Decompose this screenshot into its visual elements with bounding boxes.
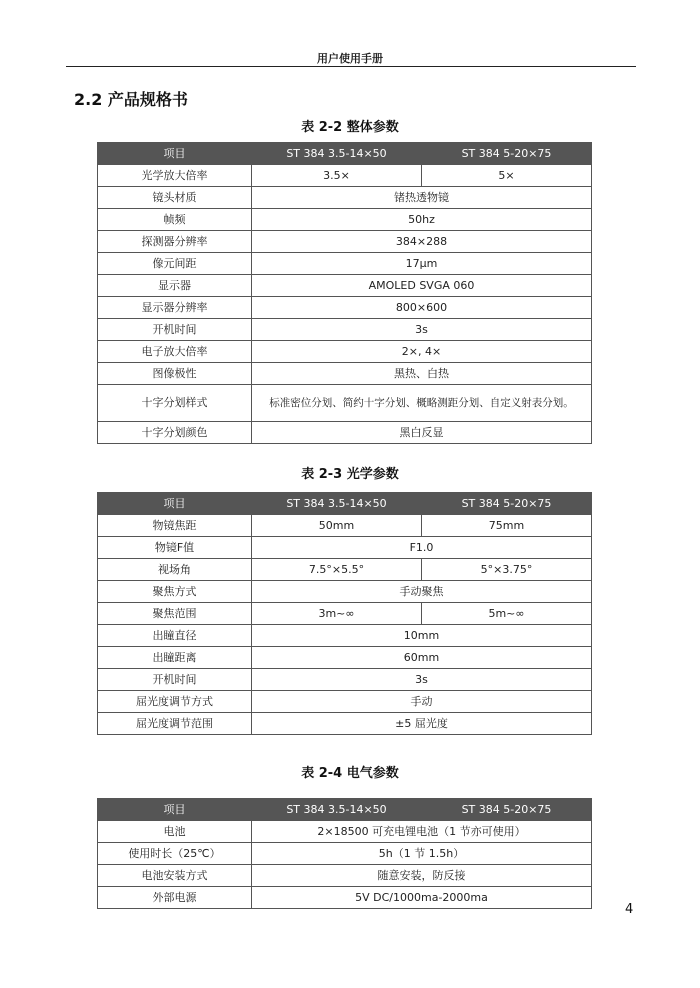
row-label: 开机时间 bbox=[98, 669, 252, 691]
table-2-3-caption: 表 2-3 光学参数 bbox=[301, 467, 399, 482]
row-value: 17μm bbox=[252, 253, 592, 275]
row-value: 3s bbox=[252, 319, 592, 341]
table-row bbox=[98, 319, 592, 341]
row-value: 10mm bbox=[252, 625, 592, 647]
row-label: 物镜焦距 bbox=[98, 515, 252, 537]
header-cell: ST 384 5-20×75 bbox=[422, 799, 592, 821]
row-value: ±5 屈光度 bbox=[252, 713, 592, 735]
row-label: 屈光度调节范围 bbox=[98, 713, 252, 735]
table-row bbox=[98, 537, 592, 559]
header-cell: ST 384 3.5-14×50 bbox=[252, 799, 422, 821]
table-row bbox=[98, 669, 592, 691]
row-label: 图像极性 bbox=[98, 363, 252, 385]
section-title: 2.2 产品规格书 bbox=[74, 90, 188, 109]
row-label: 探测器分辨率 bbox=[98, 231, 252, 253]
row-label: 显示器 bbox=[98, 275, 252, 297]
row-label: 聚焦范围 bbox=[98, 603, 252, 625]
row-value: 5h（1 节 1.5h） bbox=[252, 843, 592, 865]
table-row bbox=[98, 165, 592, 187]
row-value: 3s bbox=[252, 669, 592, 691]
row-value: AMOLED SVGA 060 bbox=[252, 275, 592, 297]
row-value: 50hz bbox=[252, 209, 592, 231]
table-row bbox=[98, 209, 592, 231]
header-cell: ST 384 3.5-14×50 bbox=[252, 143, 422, 165]
table-2-2-caption: 表 2-2 整体参数 bbox=[301, 120, 399, 135]
row-value: 黑白反显 bbox=[252, 422, 592, 444]
table-row bbox=[98, 297, 592, 319]
row-label: 电池安装方式 bbox=[98, 865, 252, 887]
row-value: 随意安装，防反接 bbox=[252, 865, 592, 887]
table-row bbox=[98, 515, 592, 537]
table-header-row bbox=[98, 143, 592, 165]
header-cell: 项目 bbox=[98, 143, 252, 165]
table-row bbox=[98, 559, 592, 581]
row-label: 像元间距 bbox=[98, 253, 252, 275]
row-value: 5V DC/1000ma-2000ma bbox=[252, 887, 592, 909]
table-row bbox=[98, 713, 592, 735]
table-row bbox=[98, 625, 592, 647]
table-row bbox=[98, 887, 592, 909]
header-cell: ST 384 3.5-14×50 bbox=[252, 493, 422, 515]
header-cell: ST 384 5-20×75 bbox=[422, 143, 592, 165]
row-label: 出瞳直径 bbox=[98, 625, 252, 647]
table-row bbox=[98, 821, 592, 843]
table-row bbox=[98, 603, 592, 625]
table-row bbox=[98, 231, 592, 253]
row-value: 50mm bbox=[252, 515, 422, 537]
table-row bbox=[98, 581, 592, 603]
row-value: 标准密位分划、简约十字分划、概略测距分划、自定义射表分划。 bbox=[252, 385, 592, 422]
row-value: 锗热透物镜 bbox=[252, 187, 592, 209]
row-label: 使用时长（25℃） bbox=[98, 843, 252, 865]
row-value: 60mm bbox=[252, 647, 592, 669]
row-value: 7.5°×5.5° bbox=[252, 559, 422, 581]
table-2-4-caption: 表 2-4 电气参数 bbox=[301, 766, 399, 781]
row-label: 屈光度调节方式 bbox=[98, 691, 252, 713]
row-label: 外部电源 bbox=[98, 887, 252, 909]
table-row bbox=[98, 275, 592, 297]
row-value: F1.0 bbox=[252, 537, 592, 559]
table-header-row bbox=[98, 493, 592, 515]
row-label: 光学放大倍率 bbox=[98, 165, 252, 187]
optical-spec-table bbox=[97, 492, 592, 735]
row-value: 3m~∞ bbox=[252, 603, 422, 625]
row-label: 帧频 bbox=[98, 209, 252, 231]
row-label: 视场角 bbox=[98, 559, 252, 581]
table-row bbox=[98, 691, 592, 713]
table-row bbox=[98, 187, 592, 209]
row-label: 聚焦方式 bbox=[98, 581, 252, 603]
row-label: 开机时间 bbox=[98, 319, 252, 341]
row-label: 物镜F值 bbox=[98, 537, 252, 559]
electrical-spec-table bbox=[97, 798, 592, 909]
header-cell: 项目 bbox=[98, 493, 252, 515]
table-row bbox=[98, 363, 592, 385]
row-label: 电池 bbox=[98, 821, 252, 843]
row-value: 2×, 4× bbox=[252, 341, 592, 363]
row-value: 5°×3.75° bbox=[422, 559, 592, 581]
row-value: 5× bbox=[422, 165, 592, 187]
table-header-row bbox=[98, 799, 592, 821]
row-label: 十字分划样式 bbox=[98, 385, 252, 422]
row-value: 2×18500 可充电锂电池（1 节亦可使用） bbox=[252, 821, 592, 843]
row-label: 出瞳距离 bbox=[98, 647, 252, 669]
page-number: 4 bbox=[625, 902, 634, 917]
row-label: 十字分划颜色 bbox=[98, 422, 252, 444]
row-label: 电子放大倍率 bbox=[98, 341, 252, 363]
row-value: 手动聚焦 bbox=[252, 581, 592, 603]
row-value: 800×600 bbox=[252, 297, 592, 319]
row-value: 75mm bbox=[422, 515, 592, 537]
row-value: 384×288 bbox=[252, 231, 592, 253]
table-row bbox=[98, 843, 592, 865]
row-value: 3.5× bbox=[252, 165, 422, 187]
overall-spec-table bbox=[97, 142, 592, 444]
header-cell: 项目 bbox=[98, 799, 252, 821]
row-label: 镜头材质 bbox=[98, 187, 252, 209]
header-rule bbox=[66, 66, 636, 67]
row-value: 5m~∞ bbox=[422, 603, 592, 625]
table-row bbox=[98, 253, 592, 275]
header-cell: ST 384 5-20×75 bbox=[422, 493, 592, 515]
row-value: 手动 bbox=[252, 691, 592, 713]
row-label: 显示器分辨率 bbox=[98, 297, 252, 319]
running-header: 用户使用手册 bbox=[317, 52, 383, 65]
table-row bbox=[98, 341, 592, 363]
table-row bbox=[98, 647, 592, 669]
row-value: 黑热、白热 bbox=[252, 363, 592, 385]
table-row bbox=[98, 422, 592, 444]
table-row bbox=[98, 865, 592, 887]
table-row bbox=[98, 385, 592, 422]
